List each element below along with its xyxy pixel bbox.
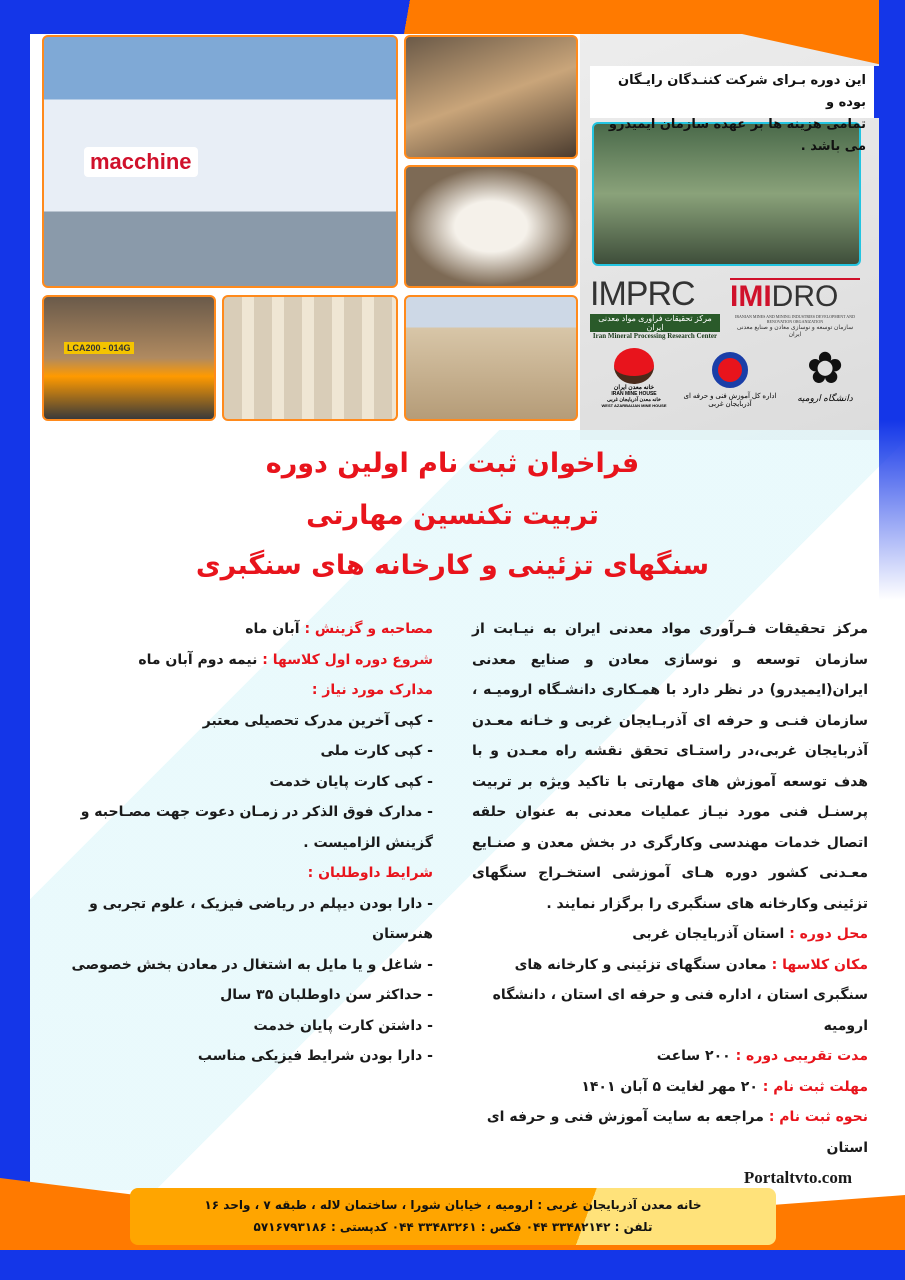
imprc-name: IMPRC [590,275,695,313]
note-line-2: تمامی هزینه ها بر عهده سازمان ایمیدرو می باشد . [608,117,866,154]
condition-item: - داشتن کارت پایان خدمت [253,1017,433,1034]
schedule [30,614,433,675]
details-row [472,919,868,950]
document-item: - مدارک فوق الذکر در زمـان دعوت جهت مصـاحبه و گزینش الزامیست . [80,804,433,851]
schedule-row [30,614,433,645]
mine-house-fa1: خانه معدن ایران [613,385,655,391]
machine-label: macchine [84,147,198,177]
tvto-logo [680,352,780,408]
condition-item: - حداکثر سن داوطلبان ۳۵ سال [220,987,433,1003]
imprc-fa: مرکز تحقیقات فرآوری مواد معدنی ایران [590,314,720,332]
detail-value: ۲۰۰ ساعت [656,1048,731,1064]
left-column [30,614,433,1072]
photo-stone-machine [42,35,398,288]
detail-value: آبان ماه [245,621,300,637]
document-item: - کپی کارت پایان خدمت [269,773,433,790]
photo-saw [404,35,578,159]
detail-value: استان آذربایجان غربی [632,926,785,942]
detail-label: مکان کلاسها : [771,956,868,973]
document-item: - کپی کارت ملی [320,743,433,759]
footer-address: خانه معدن آذربایجان غربی : ارومیه ، خیابان شورا ، ساختمان لاله ، طبقه ۷ ، واحد ۱۶ [204,1198,702,1212]
detail-value: مراجعه به سایت آموزش فنی و حرفه ای استان [486,1109,868,1156]
imprc-logo [590,275,720,340]
details-row [472,1072,868,1103]
condition-item: - دارا بودن شرایط فیزیکی مناسب [197,1048,433,1064]
photo-stone-block [404,165,578,288]
title-line-3: سنگهای تزئینی و کارخانه های سنگبری [195,550,710,581]
imidro-name: IMIDRO [730,278,860,314]
urmia-university-logo [790,345,860,404]
tvto-gear-icon [712,352,748,388]
website-link[interactable]: Portaltvto.com [743,1168,852,1187]
detail-value: معادن سنگهای تزئینی و کارخانه های سنگبری استان ، اداره فنی و حرفه ای استان ، دانشگاه ارومیه [492,956,868,1034]
documents-heading: مدارک مورد نیاز : [311,682,433,698]
conditions-heading: شرایط داوطلبان : [307,865,433,881]
details-row [472,950,868,1042]
detail-label: مصاحبه و گزینش : [304,621,433,637]
urmia-flower-icon: ✿ [806,344,844,393]
imprc-en: Iran Mineral Processing Research Center [592,332,718,340]
footer-contact: تلفن : ۳۳۴۸۲۱۴۲ ۰۴۴ فکس : ۳۳۴۸۳۲۶۱ ۰۴۴ کدپستی : ۵۷۱۶۷۹۳۱۸۶ [253,1220,653,1234]
course-details [472,919,868,1163]
schedule-row [30,645,433,676]
line-label: LCA200 - 014G [64,342,134,354]
left-blue-strip [0,30,30,1252]
detail-label: مدت تقریبی دوره : [735,1048,868,1064]
contact-footer [130,1188,776,1245]
document-item: - کپی آخرین مدرک تحصیلی معتبر [202,712,433,729]
photo-production-line [42,295,216,421]
detail-value: نیمه دوم آبان ماه [138,651,258,668]
right-column [472,614,868,1194]
condition-item: - دارا بودن دیپلم در ریاضی فیزیک ، علوم تجربی و هنرستان [89,895,433,942]
condition-item: - شاغل و یا مایل به اشتغال در معادن بخش خصوصی [71,956,433,973]
detail-label: نحوه ثبت نام : [768,1109,868,1125]
detail-label: مهلت ثبت نام : [762,1078,868,1095]
mine-house-en1: IRAN MINE HOUSE [611,391,657,397]
bottom-blue-band [0,1250,905,1280]
documents-list [30,706,433,859]
detail-value: ۲۰ مهر لغایت ۵ آبان ۱۴۰۱ [581,1078,758,1095]
imidro-en: IRANIAN MINES AND MINING INDUSTRIES DEVELOPMENT AND RENOVATION ORGANIZATION [735,314,855,324]
mine-house-fa2: خانه معدن آذربایجان غربی [607,397,661,403]
details-row [472,1102,868,1163]
conditions-list [30,889,433,1072]
mine-house-en2: WEST AZARBAIJAN MINE HOUSE [601,403,667,408]
title-line-1: فراخوان ثبت نام اولین دوره [265,448,640,479]
photo-quarry [404,295,578,421]
detail-label: محل دوره : [789,926,868,942]
imidro-logo [730,278,860,338]
detail-label: شروع دوره اول کلاسها : [262,651,433,668]
photo-stone-slabs [222,295,398,421]
details-row [472,1041,868,1072]
imidro-fa: سازمان توسعه و نوسازی معادن و صنایع معدنی ایران [736,325,854,338]
mine-house-emblem-icon [614,348,654,384]
tvto-line2: آذربایجان غربی [708,401,752,408]
note-line-1: این دوره بـرای شرکت کننـدگان رایـگان بوده و [617,73,866,110]
intro-paragraph: مرکز تحقیقات فـرآوری مواد معدنی ایران به نیـابت از سازمان توسعه و نوسازی معادن و صنایع معدنی ایران(ایمیدرو) در نظر دارد با همـکاری دانشـگاه ارومیـه ، سازمان فنـی و حرفه ای آذربـایجان غربی و خـانه معـدن آذربایجان غربی،در راستـای تحقق نقشه راه معـدن و با هدف توسعه آموزش های مهارتی با تاکید ویژه بر تربیت پرسنـل فنی مورد نیـاز عملیات معدنی به عنوان حلقه اتصال خدمات مهندسی وکارگری در بخش معدن و صنـایع معـدنی کشور دوره هـای آموزشی استخـراج سنگهای تزئینی وکارخانه های سنگبری را برگزار نمایند . [472,621,868,912]
mine-house-logo [598,348,670,408]
urmia-text: دانشگاه ارومیه [797,393,853,403]
tvto-line1: اداره کل آموزش فنی و حرفه ای [683,393,777,400]
free-course-note [590,66,880,154]
title-line-2: تربیت تکنسین مهارتی [306,500,599,531]
